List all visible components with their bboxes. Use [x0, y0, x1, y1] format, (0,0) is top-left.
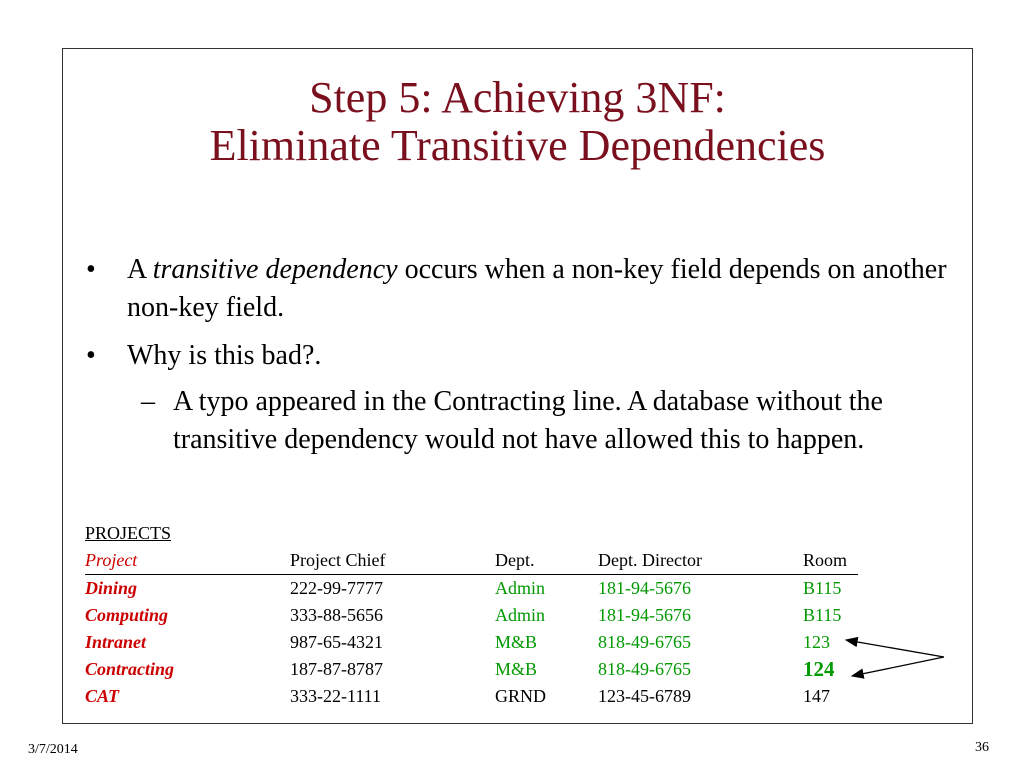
dept-director: 181-94-5676 — [598, 578, 691, 598]
room: B115 — [803, 605, 842, 625]
bullet-list — [84, 251, 964, 459]
table-caption: PROJECTS — [85, 523, 172, 543]
footer-date: 3/7/2014 — [28, 742, 78, 757]
dept-director: 181-94-5676 — [598, 605, 691, 625]
table-row — [85, 683, 858, 710]
bullet-glyph: • — [86, 340, 96, 371]
room: 147 — [803, 686, 830, 706]
project-chief: 987-65-4321 — [290, 632, 383, 652]
dept: GRND — [495, 686, 547, 706]
header-cell: Project — [85, 550, 138, 570]
header-cell: Room — [803, 550, 848, 570]
header-cell: Project Chief — [290, 550, 386, 570]
dash-glyph: – — [141, 386, 155, 417]
project-name: CAT — [85, 686, 120, 706]
project-name: Computing — [85, 605, 169, 625]
title-line-2: Eliminate Transitive Dependencies — [209, 121, 826, 170]
slide-title — [62, 74, 973, 170]
dept-director: 818-49-6765 — [598, 659, 691, 679]
sub-bullet-item — [84, 383, 964, 459]
bullet-question-text: Why is this bad?. — [127, 340, 322, 371]
room: B115 — [803, 578, 842, 598]
bullet-item-question — [84, 337, 964, 375]
table-row — [85, 629, 858, 656]
table-row — [85, 575, 858, 602]
bullet-suffix: occurs when a non-key field depends on another non-key field. — [127, 254, 947, 323]
bullet-glyph: • — [86, 254, 96, 285]
bullet-item-definition — [84, 251, 964, 327]
page-number: 36 — [975, 740, 989, 755]
project-chief: 187-87-8787 — [290, 659, 383, 679]
bullet-term: transitive dependency — [152, 254, 398, 285]
project-chief: 333-88-5656 — [290, 605, 383, 625]
project-name: Intranet — [85, 632, 147, 652]
dept-director: 818-49-6765 — [598, 632, 691, 652]
dept: Admin — [495, 578, 546, 598]
project-chief: 333-22-1111 — [290, 686, 381, 706]
table-row — [85, 602, 858, 629]
dept: M&B — [495, 632, 538, 652]
table-header-row — [85, 547, 858, 575]
room: 123 — [803, 632, 830, 652]
bullet-prefix: A — [127, 254, 153, 285]
header-cell: Dept. Director — [598, 550, 702, 570]
projects-table — [85, 520, 858, 710]
dept: M&B — [495, 659, 538, 679]
dept-director: 123-45-6789 — [598, 686, 691, 706]
project-name: Dining — [85, 578, 138, 598]
sub-bullet-text: A typo appeared in the Contracting line. A database without the transitive dependency would not have allowed this to happen. — [173, 386, 883, 455]
project-name: Contracting — [85, 659, 175, 679]
title-line-1: Step 5: Achieving 3NF: — [309, 73, 726, 122]
header-cell: Dept. — [495, 550, 535, 570]
room-typo: 124 — [803, 657, 835, 681]
dept: Admin — [495, 605, 546, 625]
table-row — [85, 656, 858, 683]
project-chief: 222-99-7777 — [290, 578, 383, 598]
